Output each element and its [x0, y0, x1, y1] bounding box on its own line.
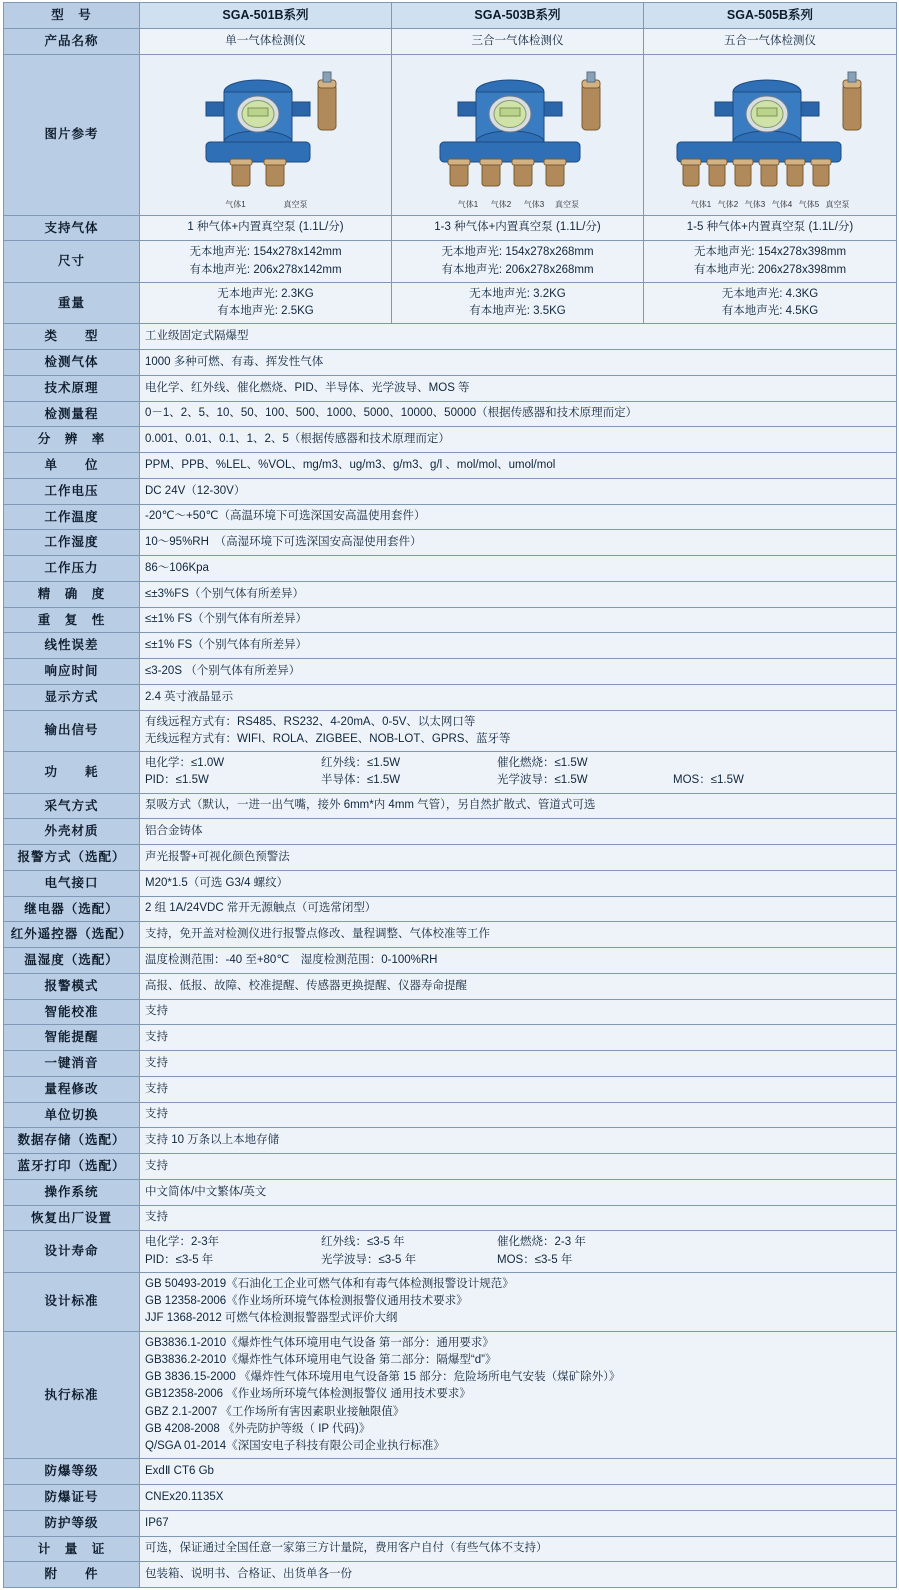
row-value-range: 0－1、2、5、10、50、100、500、1000、5000、10000、50000（根据传感器和技术原理而定）	[140, 401, 897, 427]
design-standard-3: JJF 1368-2012 可燃气体检测报警器型式评价大纲	[145, 1312, 398, 1325]
port-labels-3	[651, 199, 889, 211]
row-value-explosion-proof-grade: ExdⅡ CT6 Gb	[140, 1459, 897, 1485]
table-row-smart-reminder	[4, 1025, 897, 1051]
table-row-range-modify	[4, 1076, 897, 1102]
weight-1-line2: 有本地声光: 2.5KG	[217, 305, 314, 317]
row-label-explosion-proof-grade: 防爆等级	[4, 1459, 140, 1485]
row-label-smart-calibration: 智能校准	[4, 999, 140, 1025]
row-value-relay: 2 组 1A/24VDC 常开无源触点（可选常闭型）	[140, 896, 897, 922]
table-row-pressure	[4, 556, 897, 582]
table-row-ir-remote	[4, 922, 897, 948]
row-label-execution-standard: 执行标准	[4, 1331, 140, 1459]
row-value-factory-reset: 支持	[140, 1205, 897, 1231]
device-illustration-1-pump	[166, 58, 366, 211]
weight-1-line1: 无本地声光: 2.3KG	[217, 287, 314, 300]
row-label-range-modify: 量程修改	[4, 1076, 140, 1102]
row-value-units: PPM、PPB、%LEL、%VOL、mg/m3、ug/m3、g/m3、g/l 、mol/mol、umol/mol	[140, 453, 897, 479]
table-row-operating-system	[4, 1179, 897, 1205]
table-row-supported-gas	[4, 215, 897, 241]
life-catalytic: 催化燃烧：2-3 年	[497, 1236, 586, 1249]
design-standard-1: GB 50493-2019《石油化工企业可燃气体和有毒气体检测报警设计规范》	[145, 1277, 514, 1290]
table-row-execution-standard	[4, 1331, 897, 1459]
execution-standard-7: Q/SGA 01-2014《深国安电子科技有限公司企业执行标准》	[145, 1440, 445, 1452]
design-life-line-1	[145, 1234, 891, 1251]
table-row-type	[4, 324, 897, 350]
row-label-ir-remote: 红外遥控器（选配）	[4, 922, 140, 948]
table-row-temp-humidity-option	[4, 948, 897, 974]
row-value-output-signal	[140, 710, 897, 752]
row-label-design-standard: 设计标准	[4, 1272, 140, 1331]
table-row-range	[4, 401, 897, 427]
row-label-accuracy: 精 确 度	[4, 581, 140, 607]
row-label-metrology-certificate: 计 量 证	[4, 1536, 140, 1562]
table-row-explosion-proof-cert	[4, 1485, 897, 1511]
dimensions-3	[644, 241, 897, 283]
table-row-accessories	[4, 1562, 897, 1588]
life-electrochemical: 电化学：2-3年	[145, 1236, 220, 1249]
row-label-voltage: 工作电压	[4, 478, 140, 504]
design-standard-2: GB 12358-2006《作业场所环境气体检测报警仪通用技术要求》	[145, 1295, 468, 1307]
row-label-accessories: 附 件	[4, 1562, 140, 1588]
table-row-relay	[4, 896, 897, 922]
table-row-dimensions	[4, 241, 897, 283]
row-label-supported-gas: 支持气体	[4, 215, 140, 241]
row-label-explosion-proof-cert: 防爆证号	[4, 1485, 140, 1511]
power-line-2	[145, 772, 891, 789]
output-signal-wireless: 无线远程方式有：WIFI、ROLA、ZIGBEE、NOB-LOT、GPRS、蓝牙等	[145, 732, 511, 745]
row-value-sampling-method: 泵吸方式（默认，一进一出气嘴，接外 6mm*内 4mm 气管），另自然扩散式、管道式可选	[140, 793, 897, 819]
row-label-image-reference: 图片参考	[4, 54, 140, 215]
row-value-operating-system: 中文简体/中文繁体/英文	[140, 1179, 897, 1205]
weight-2-line2: 有本地声光: 3.5KG	[469, 305, 566, 317]
output-signal-wired: 有线远程方式有：RS485、RS232、4-20mA、0-5V、以太网口等	[145, 715, 476, 728]
dimensions-1-line1: 无本地声光: 154x278x142mm	[189, 246, 342, 259]
table-row-detected-gas	[4, 350, 897, 376]
row-value-temp-humidity-option: 温度检测范围：-40 至+80℃ 湿度检测范围：0-100%RH	[140, 948, 897, 974]
row-value-bluetooth-print: 支持	[140, 1154, 897, 1180]
row-label-display: 显示方式	[4, 684, 140, 710]
row-label-operating-system: 操作系统	[4, 1179, 140, 1205]
row-label-humidity: 工作湿度	[4, 530, 140, 556]
row-value-design-life	[140, 1231, 897, 1273]
port-label-gas3: 气体3	[744, 199, 766, 209]
model-col-3: SGA-505B系列	[644, 3, 897, 29]
table-row-technology	[4, 375, 897, 401]
row-value-power-consumption	[140, 752, 897, 794]
dimensions-3-line1: 无本地声光: 154x278x398mm	[693, 246, 847, 259]
model-col-1: SGA-501B系列	[140, 3, 392, 29]
row-label-type: 类 型	[4, 324, 140, 350]
dimensions-2	[392, 241, 644, 283]
execution-standard-1: GB3836.1-2010《爆炸性气体环境用电气设备 第一部分：通用要求》	[145, 1336, 494, 1349]
product-name-2: 三合一气体检测仪	[392, 28, 644, 54]
power-pid: PID：≤1.5W	[145, 774, 209, 787]
port-label-pump1: 真空泵	[283, 199, 308, 209]
table-row-humidity	[4, 530, 897, 556]
power-infrared: 红外线：≤1.5W	[321, 757, 401, 769]
table-row-accuracy	[4, 581, 897, 607]
port-label-pump: 真空泵	[825, 199, 850, 209]
row-label-one-key-mute: 一键消音	[4, 1051, 140, 1077]
table-row-resolution	[4, 427, 897, 453]
row-label-detected-gas: 检测气体	[4, 350, 140, 376]
weight-2	[392, 282, 644, 324]
table-row-design-standard	[4, 1272, 897, 1331]
row-label-housing-material: 外壳材质	[4, 819, 140, 845]
row-value-one-key-mute: 支持	[140, 1051, 897, 1077]
row-label-model: 型 号	[4, 3, 140, 29]
power-electrochemical: 电化学：≤1.0W	[145, 757, 225, 769]
table-row-data-storage	[4, 1128, 897, 1154]
row-label-temperature: 工作温度	[4, 504, 140, 530]
row-value-electrical-interface: M20*1.5（可选 G3/4 螺纹）	[140, 870, 897, 896]
row-label-bluetooth-print: 蓝牙打印（选配）	[4, 1154, 140, 1180]
row-label-units: 单 位	[4, 453, 140, 479]
product-name-3: 五合一气体检测仪	[644, 28, 897, 54]
row-value-technology: 电化学、红外线、催化燃烧、PID、半导体、光学波导、MOS 等	[140, 375, 897, 401]
row-label-alarm-method: 报警方式（选配）	[4, 845, 140, 871]
table-row-display	[4, 684, 897, 710]
row-label-pressure: 工作压力	[4, 556, 140, 582]
row-value-resolution: 0.001、0.01、0.1、1、2、5（根据传感器和技术原理而定）	[140, 427, 897, 453]
table-row-ingress-protection	[4, 1510, 897, 1536]
device-illustration-3-pump	[406, 58, 630, 211]
table-row-one-key-mute	[4, 1051, 897, 1077]
row-label-range: 检测量程	[4, 401, 140, 427]
row-value-accessories: 包装箱、说明书、合格证、出货单各一份	[140, 1562, 897, 1588]
table-body	[4, 3, 897, 1588]
row-value-humidity: 10～95%RH （高湿环境下可选深国安高湿使用套件）	[140, 530, 897, 556]
table-row-sampling-method	[4, 793, 897, 819]
port-label-pump: 真空泵	[555, 199, 579, 209]
table-row-factory-reset	[4, 1205, 897, 1231]
execution-standard-4: GB12358-2006 《作业场所环境气体检测报警仪 通用技术要求》	[145, 1388, 471, 1401]
table-row-weight	[4, 282, 897, 324]
row-label-ingress-protection: 防护等级	[4, 1510, 140, 1536]
row-value-response-time: ≤3-20S （个别气体有所差异）	[140, 659, 897, 685]
supported-gas-3: 1-5 种气体+内置真空泵 (1.1L/分)	[644, 215, 897, 241]
row-value-alarm-method: 声光报警+可视化颜色预警法	[140, 845, 897, 871]
row-label-unit-switch: 单位切换	[4, 1102, 140, 1128]
row-value-alarm-mode: 高报、低报、故障、校准提醒、传感器更换提醒、仪器寿命提醒	[140, 973, 897, 999]
row-value-type: 工业级固定式隔爆型	[140, 324, 897, 350]
row-label-relay: 继电器（选配）	[4, 896, 140, 922]
row-value-pressure: 86～106Kpa	[140, 556, 897, 582]
table-row-units	[4, 453, 897, 479]
port-label-gas1: 气体1	[690, 199, 712, 209]
row-label-weight: 重量	[4, 282, 140, 324]
row-label-power-consumption: 功 耗	[4, 752, 140, 794]
design-life-line-2	[145, 1252, 891, 1269]
device-image-cell-3	[644, 54, 897, 215]
device-svg-3	[651, 58, 889, 198]
row-label-alarm-mode: 报警模式	[4, 973, 140, 999]
execution-standard-3: GB 3836.15-2000 《爆炸性气体环境用电气设备第 15 部分：危险场所电气安装（煤矿除外）》	[145, 1371, 621, 1383]
row-label-smart-reminder: 智能提醒	[4, 1025, 140, 1051]
table-row-response-time	[4, 659, 897, 685]
device-image-cell-2	[392, 54, 644, 215]
table-row-temperature	[4, 504, 897, 530]
power-optical-waveguide: 光学波导：≤1.5W	[497, 774, 588, 787]
row-value-ir-remote: 支持，免开盖对检测仪进行报警点修改、量程调整、气体校准等工作	[140, 922, 897, 948]
table-row-output-signal	[4, 710, 897, 752]
execution-standard-5: GBZ 2.1-2007 《工作场所有害因素职业接触限值》	[145, 1405, 405, 1418]
specification-table	[3, 2, 897, 1588]
table-row-image-reference	[4, 54, 897, 215]
row-label-temp-humidity-option: 温湿度（选配）	[4, 948, 140, 974]
supported-gas-2: 1-3 种气体+内置真空泵 (1.1L/分)	[392, 215, 644, 241]
row-value-metrology-certificate: 可选，保证通过全国任意一家第三方计量院，费用客户自付（有些气体不支持）	[140, 1536, 897, 1562]
table-row-model	[4, 3, 897, 29]
port-label-gas1: 气体1	[225, 199, 246, 209]
table-row-metrology-certificate	[4, 1536, 897, 1562]
life-mos: MOS：≤3-5 年	[497, 1253, 573, 1266]
row-value-linearity: ≤±1% FS（个别气体有所差异）	[140, 633, 897, 659]
row-label-data-storage: 数据存储（选配）	[4, 1128, 140, 1154]
row-label-resolution: 分 辨 率	[4, 427, 140, 453]
row-value-unit-switch: 支持	[140, 1102, 897, 1128]
row-value-detected-gas: 1000 多种可燃、有毒、挥发性气体	[140, 350, 897, 376]
row-value-display: 2.4 英寸液晶显示	[140, 684, 897, 710]
power-line-1	[145, 755, 891, 772]
port-labels-2	[406, 199, 630, 211]
life-infrared: 红外线：≤3-5 年	[321, 1236, 405, 1249]
row-label-linearity: 线性误差	[4, 633, 140, 659]
table-row-housing-material	[4, 819, 897, 845]
row-value-explosion-proof-cert: CNEx20.1135X	[140, 1485, 897, 1511]
table-row-voltage	[4, 478, 897, 504]
dimensions-3-line2: 有本地声光: 206x278x398mm	[693, 263, 847, 276]
row-label-output-signal: 输出信号	[4, 710, 140, 752]
execution-standard-2: GB3836.2-2010《爆炸性气体环境用电气设备 第二部分：隔爆型“d”》	[145, 1353, 497, 1366]
dimensions-2-line1: 无本地声光: 154x278x268mm	[441, 246, 594, 259]
table-row-electrical-interface	[4, 870, 897, 896]
weight-1	[140, 282, 392, 324]
power-catalytic: 催化燃烧：≤1.5W	[497, 757, 588, 769]
port-label-gas4: 气体4	[771, 199, 793, 209]
port-label-gas5: 气体5	[798, 199, 820, 209]
device-illustration-5-pump	[651, 58, 889, 211]
device-svg-1	[166, 58, 366, 198]
table-row-alarm-mode	[4, 973, 897, 999]
row-value-execution-standard	[140, 1331, 897, 1459]
model-col-2: SGA-503B系列	[392, 3, 644, 29]
weight-3	[644, 282, 897, 324]
execution-standard-6: GB 4208-2008 《外壳防护等级（ IP 代码)》	[145, 1422, 371, 1435]
row-value-design-standard	[140, 1272, 897, 1331]
port-label-gas3: 气体3	[523, 199, 545, 209]
weight-3-line2: 有本地声光: 4.5KG	[721, 305, 819, 317]
dimensions-1	[140, 241, 392, 283]
device-svg-2	[406, 58, 630, 198]
row-label-dimensions: 尺寸	[4, 241, 140, 283]
row-value-repeatability: ≤±1% FS（个别气体有所差异）	[140, 607, 897, 633]
row-value-range-modify: 支持	[140, 1076, 897, 1102]
supported-gas-1: 1 种气体+内置真空泵 (1.1L/分)	[140, 215, 392, 241]
row-label-electrical-interface: 电气接口	[4, 870, 140, 896]
table-row-repeatability	[4, 607, 897, 633]
row-label-design-life: 设计寿命	[4, 1231, 140, 1273]
port-labels-1	[166, 199, 366, 211]
row-value-smart-reminder: 支持	[140, 1025, 897, 1051]
table-row-linearity	[4, 633, 897, 659]
dimensions-2-line2: 有本地声光: 206x278x268mm	[441, 263, 594, 276]
life-optical-waveguide: 光学波导：≤3-5 年	[321, 1253, 417, 1266]
power-semiconductor: 半导体：≤1.5W	[321, 774, 401, 787]
row-value-voltage: DC 24V（12-30V）	[140, 478, 897, 504]
table-row-product-name	[4, 28, 897, 54]
life-pid: PID：≤3-5 年	[145, 1253, 214, 1266]
power-mos: MOS：≤1.5W	[673, 774, 744, 787]
table-row-power-consumption	[4, 752, 897, 794]
dimensions-1-line2: 有本地声光: 206x278x142mm	[189, 263, 342, 276]
row-label-repeatability: 重 复 性	[4, 607, 140, 633]
port-label-gas1: 气体1	[457, 199, 479, 209]
row-value-temperature: -20℃～+50℃（高温环境下可选深国安高温使用套件）	[140, 504, 897, 530]
product-name-1: 单一气体检测仪	[140, 28, 392, 54]
port-label-gas2: 气体2	[490, 199, 512, 209]
row-value-smart-calibration: 支持	[140, 999, 897, 1025]
table-row-design-life	[4, 1231, 897, 1273]
row-value-data-storage: 支持 10 万条以上本地存储	[140, 1128, 897, 1154]
table-row-alarm-method	[4, 845, 897, 871]
row-label-response-time: 响应时间	[4, 659, 140, 685]
weight-3-line1: 无本地声光: 4.3KG	[721, 287, 819, 300]
table-row-smart-calibration	[4, 999, 897, 1025]
row-value-housing-material: 铝合金铸体	[140, 819, 897, 845]
port-label-gas2: 气体2	[717, 199, 739, 209]
row-value-ingress-protection: IP67	[140, 1510, 897, 1536]
row-label-product-name: 产品名称	[4, 28, 140, 54]
row-label-sampling-method: 采气方式	[4, 793, 140, 819]
table-row-bluetooth-print	[4, 1154, 897, 1180]
table-row-unit-switch	[4, 1102, 897, 1128]
table-row-explosion-proof-grade	[4, 1459, 897, 1485]
device-image-cell-1	[140, 54, 392, 215]
weight-2-line1: 无本地声光: 3.2KG	[469, 287, 566, 300]
row-value-accuracy: ≤±3%FS（个别气体有所差异）	[140, 581, 897, 607]
row-label-factory-reset: 恢复出厂设置	[4, 1205, 140, 1231]
row-label-technology: 技术原理	[4, 375, 140, 401]
